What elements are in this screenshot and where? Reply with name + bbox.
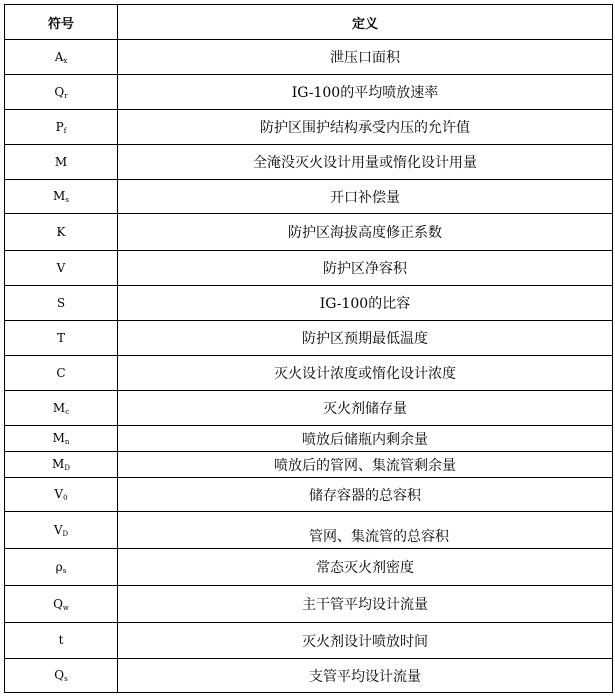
symbol-cell (5, 452, 118, 478)
symbol-definition-table (4, 4, 613, 693)
symbol-subscript: c (65, 407, 70, 416)
symbol-cell (5, 659, 118, 693)
symbol-cell (5, 180, 118, 214)
header-row (5, 5, 613, 40)
symbol-base: V (54, 487, 64, 501)
symbol-base: Q (54, 668, 65, 682)
symbol-base: S (56, 295, 66, 310)
symbol-base: Q (54, 84, 65, 99)
symbol-cell (5, 549, 118, 586)
symbol-cell (5, 110, 118, 145)
definition-cell: 防护区海拔高度修正系数 (118, 214, 613, 251)
definition-cell: IG-100的比容 (118, 286, 613, 321)
definition-cell: 灭火剂储存量 (118, 391, 613, 426)
table-row (5, 549, 613, 586)
symbol-subscript: f (63, 126, 67, 135)
symbol-base: M (52, 431, 65, 445)
symbol-subscript: w (62, 603, 69, 612)
definition-cell (118, 512, 613, 549)
symbol-cell (5, 356, 118, 391)
definition-cell: 灭火设计浓度或惰化设计浓度 (118, 356, 613, 391)
definition-cell: 开口补偿量 (118, 180, 613, 214)
symbol-base: P (55, 119, 64, 134)
definition-cell: IG-100的平均喷放速率 (118, 75, 613, 110)
symbol-cell (5, 478, 118, 512)
table-row (5, 40, 613, 75)
table-row (5, 251, 613, 286)
symbol-cell (5, 75, 118, 110)
header-definition: 定义 (118, 5, 613, 40)
table-row (5, 512, 613, 549)
symbol-base: A (54, 49, 64, 64)
symbol-cell (5, 214, 118, 251)
symbol-base: M (53, 189, 66, 203)
symbol-base: V (53, 522, 63, 537)
definition-cell: 防护区围护结构承受内压的允许值 (118, 110, 613, 145)
definition-cell: 主干管平均设计流量 (118, 586, 613, 623)
symbol-subscript: s (65, 196, 69, 204)
symbol-base: M (52, 457, 65, 471)
symbol-base: K (56, 224, 66, 239)
symbol-base: C (56, 365, 66, 380)
table-row (5, 75, 613, 110)
definition-cell: 常态灭火剂密度 (118, 549, 613, 586)
definition-cell: 泄压口面积 (118, 40, 613, 75)
symbol-cell (5, 426, 118, 452)
table-row (5, 110, 613, 145)
symbol-cell (5, 391, 118, 426)
table-row (5, 452, 613, 478)
symbol-subscript: D (64, 464, 70, 472)
symbol-cell (5, 145, 118, 180)
definition-cell: 防护区预期最低温度 (118, 321, 613, 356)
table-row (5, 286, 613, 321)
table-row (5, 321, 613, 356)
header-symbol: 符号 (5, 5, 118, 40)
symbol-cell (5, 512, 118, 549)
table-row (5, 356, 613, 391)
symbol-cell (5, 321, 118, 356)
symbol-cell (5, 40, 118, 75)
table-row (5, 426, 613, 452)
table-row (5, 478, 613, 512)
symbol-subscript: D (62, 529, 69, 538)
symbol-base: V (56, 260, 66, 275)
definition-cell: 防护区净容积 (118, 251, 613, 286)
symbol-subscript: r (64, 91, 68, 100)
symbol-subscript: 0 (63, 494, 68, 502)
symbol-base: ρ (55, 559, 63, 574)
definition-cell: 储存容器的总容积 (118, 478, 613, 512)
definition-cell: 灭火剂设计喷放时间 (118, 623, 613, 659)
symbol-base: T (56, 330, 65, 345)
symbol-base: Q (53, 596, 63, 611)
symbol-subscript: n (64, 438, 70, 446)
symbol-subscript: s (64, 675, 68, 683)
symbol-subscript: s (62, 566, 67, 575)
definition-text: 管网、集流管的总容积 (309, 529, 449, 545)
symbol-subscript: x (63, 56, 68, 65)
symbol-cell (5, 586, 118, 623)
symbol-cell (5, 623, 118, 659)
definition-cell: 支管平均设计流量 (118, 659, 613, 693)
table-row (5, 214, 613, 251)
symbol-cell (5, 251, 118, 286)
symbol-base: t (58, 633, 64, 647)
symbol-base: M (54, 154, 68, 169)
table-row (5, 659, 613, 693)
symbol-base: M (52, 400, 66, 415)
definition-cell: 喷放后的管网、集流管剩余量 (118, 452, 613, 478)
table-row (5, 623, 613, 659)
table-row (5, 145, 613, 180)
symbol-cell (5, 286, 118, 321)
table-row (5, 391, 613, 426)
table-row (5, 586, 613, 623)
definition-cell: 全淹没灭火设计用量或惰化设计用量 (118, 145, 613, 180)
definition-cell: 喷放后储瓶内剩余量 (118, 426, 613, 452)
table-row (5, 180, 613, 214)
